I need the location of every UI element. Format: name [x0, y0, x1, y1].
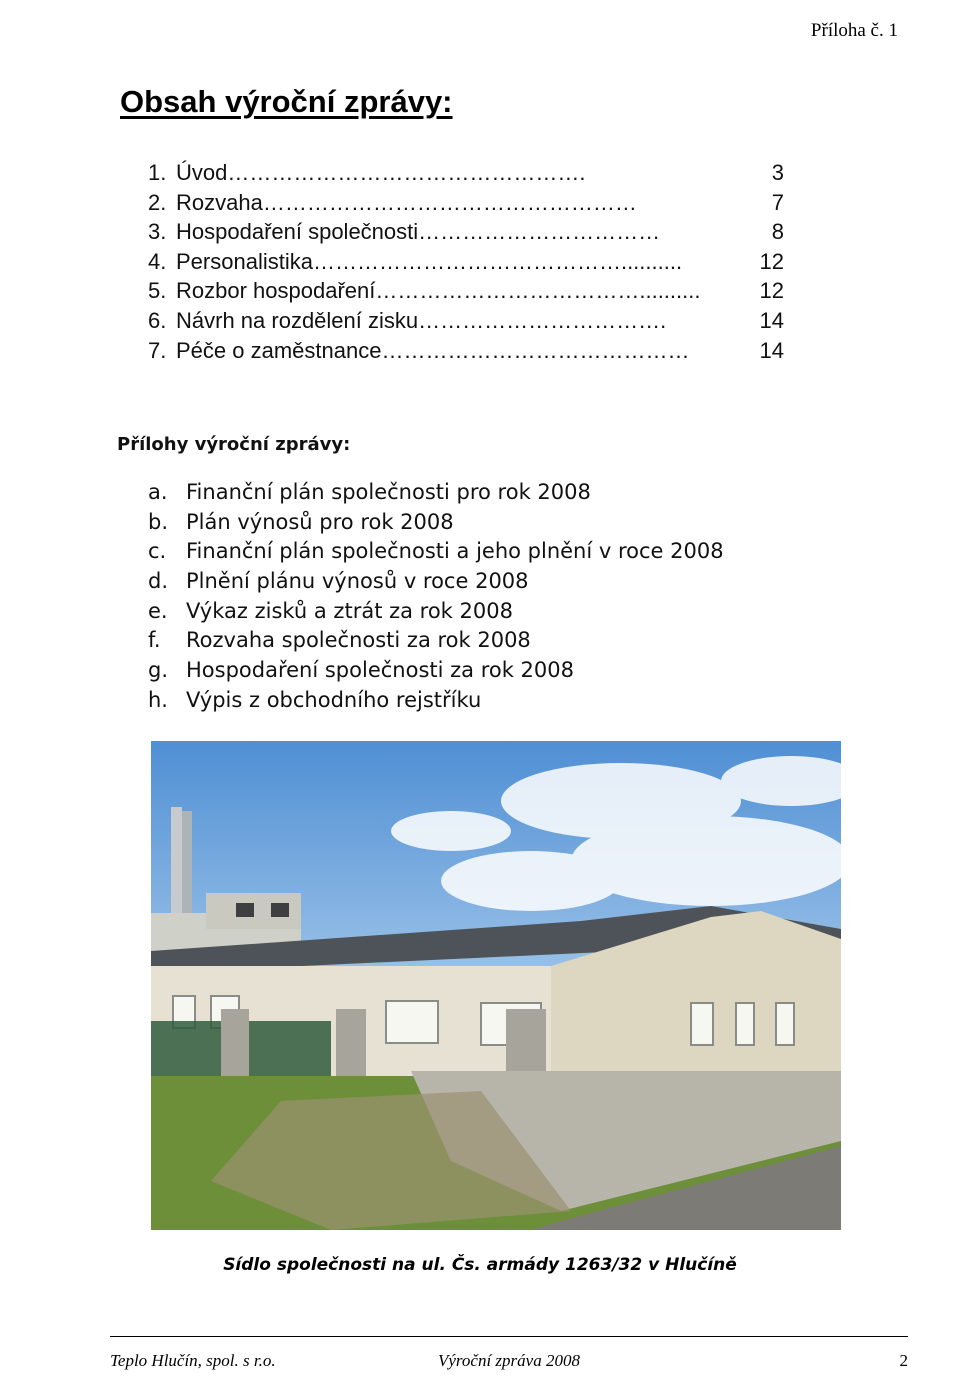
toc-entry — [148, 190, 784, 220]
annex-title: Finanční plán společnosti pro rok 2008 — [186, 480, 591, 504]
toc-number: 5. — [148, 278, 167, 304]
toc-entry — [148, 160, 784, 190]
annex-title: Výkaz zisků a ztrát za rok 2008 — [186, 598, 513, 623]
annex-title: Hospodaření společnosti za rok 2008 — [186, 658, 574, 683]
annex-letter: c. — [148, 539, 167, 564]
annex-label: Příloha č. 1 — [810, 20, 898, 41]
toc-leader: ……………………………….......... — [375, 278, 701, 304]
table-of-contents — [148, 160, 784, 367]
annex-letter: a. — [148, 480, 168, 504]
annex-title: Plnění plánu výnosů v roce 2008 — [186, 569, 529, 594]
annex-letter: h. — [148, 687, 168, 712]
toc-page-number: 8 — [771, 219, 784, 245]
toc-number: 3. — [148, 219, 167, 245]
toc-entry — [148, 278, 784, 308]
toc-entry — [148, 308, 784, 338]
toc-leader: …………………………………………. — [227, 160, 586, 185]
toc-leader: …………………………………… — [381, 337, 690, 363]
headquarters-photo — [151, 741, 841, 1230]
toc-number: 1. — [148, 160, 167, 185]
annex-letter: g. — [148, 658, 169, 683]
annex-item — [148, 688, 724, 718]
toc-title: Personalistika — [176, 248, 313, 274]
toc-number: 7. — [148, 337, 167, 363]
annex-title: Finanční plán společnosti a jeho plnění v roce 2008 — [186, 539, 724, 564]
annexes-heading: Přílohy výroční zprávy: — [117, 434, 351, 455]
toc-page-number: 14 — [759, 337, 784, 363]
toc-leader: …………………………………….......... — [312, 248, 683, 274]
toc-title: Návrh na rozdělení zisku — [176, 307, 419, 333]
footer-company: Teplo Hlučín, spol. s r.o. — [110, 1351, 276, 1370]
toc-page-number: 12 — [759, 248, 784, 274]
annex-item — [148, 658, 724, 688]
toc-number: 6. — [148, 307, 167, 333]
toc-page-number: 14 — [759, 307, 784, 333]
chimneys — [171, 807, 192, 927]
toc-leader: …………………………………………… — [262, 189, 637, 215]
toc-title: Rozbor hospodaření — [176, 278, 376, 304]
toc-number: 2. — [148, 189, 167, 215]
toc-title: Rozvaha — [176, 189, 263, 215]
annex-title: Plán výnosů pro rok 2008 — [186, 509, 454, 534]
annexes-list — [148, 480, 724, 718]
footer-report-title: Výroční zpráva 2008 — [438, 1351, 580, 1370]
toc-title: Hospodaření společnosti — [176, 219, 419, 245]
toc-leader: ……………………………. — [418, 307, 667, 333]
document-title: Obsah výroční zprávy: — [120, 84, 453, 119]
photo-caption: Sídlo společnosti na ul. Čs. armády 1263/32 v Hlučíně — [223, 1255, 737, 1275]
annex-title: Výpis z obchodního rejstříku — [186, 687, 482, 712]
building-illustration — [151, 741, 841, 1230]
page-footer — [110, 1336, 908, 1377]
toc-title: Úvod — [176, 160, 228, 185]
toc-entry — [148, 219, 784, 249]
annex-item — [148, 599, 724, 629]
annex-item — [148, 539, 724, 569]
toc-title: Péče o zaměstnance — [176, 337, 382, 363]
annex-letter: f. — [148, 628, 161, 653]
annex-item — [148, 510, 724, 540]
annex-letter: b. — [148, 509, 169, 534]
toc-number: 4. — [148, 248, 167, 274]
toc-page-number: 7 — [771, 189, 784, 215]
annex-item — [148, 569, 724, 599]
annex-letter: e. — [148, 598, 168, 623]
annex-item — [148, 480, 724, 510]
toc-entry — [148, 338, 784, 368]
annex-title: Rozvaha společnosti za rok 2008 — [186, 628, 531, 653]
toc-entry — [148, 249, 784, 279]
footer-page-number: 2 — [899, 1351, 908, 1370]
toc-page-number: 12 — [759, 278, 784, 304]
toc-page-number: 3 — [771, 160, 784, 185]
toc-leader: …………………………… — [418, 219, 661, 245]
annex-letter: d. — [148, 569, 169, 594]
annex-item — [148, 628, 724, 658]
